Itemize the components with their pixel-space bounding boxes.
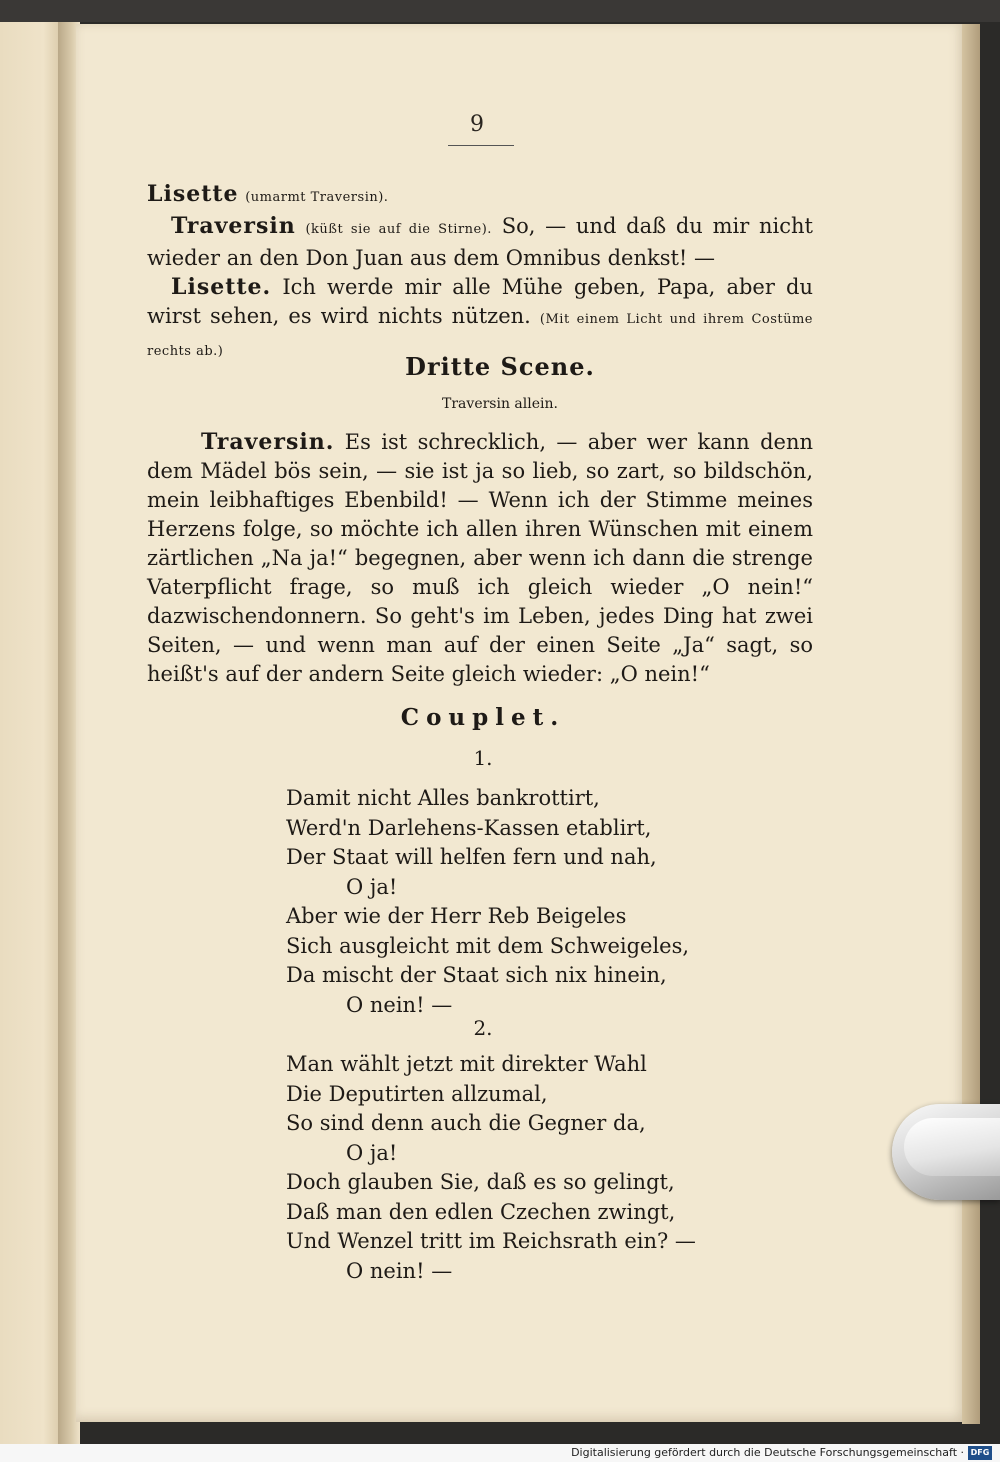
monologue-text: Es ist schrecklich, — aber wer kann denn dem Mädel bös sein, — sie ist ja so lieb, so zart, so bildschön, mein leibhaftiges Ebenbild! — Wenn ich der Stimme meines Herzens folge, so möchte ich allen ihren Wünschen mit einem zärtlichen „Na ja!“ begegnen, aber wenn ich dann die strenge Vaterpflicht frage, so muß ich gleich wieder „O nein!“ dazwischendonnern. So geht's im Leben, jedes Ding hat zwei Seiten, — und wenn man auf der einen Seite „Ja“ sagt, so heißt's auf der andern Seite gleich wieder: „O nein!“	[147, 430, 813, 686]
verse-number: 1.	[473, 746, 493, 770]
facing-page-edge	[0, 22, 62, 1444]
verse-line: So sind denn auch die Gegner da,	[286, 1111, 646, 1135]
verse-line: O ja!	[346, 1140, 398, 1165]
speaker-name: Traversin.	[201, 429, 335, 455]
verse-line: Damit nicht Alles bankrottirt,	[286, 786, 600, 810]
verse-line: Da mischt der Staat sich nix hinein,	[286, 963, 667, 987]
verse-line: Und Wenzel tritt im Reichsrath ein? —	[286, 1229, 696, 1253]
verse-line: O nein! —	[346, 992, 453, 1017]
verse-1	[286, 784, 746, 1020]
speaker-name: Lisette	[147, 181, 239, 207]
dialogue-text: Ich werde mir alle Mühe geben, Papa, aber du wirst sehen, es wird nichts nützen.	[147, 275, 813, 328]
verse-line: Sich ausgleicht mit dem Schweigeles,	[286, 933, 690, 958]
verse-number: 2.	[473, 1016, 493, 1040]
scene-cast: Traversin allein.	[442, 396, 558, 412]
footer-credit: Digitalisierung gefördert durch die Deutsche Forschungsgemeinschaft ·	[571, 1446, 964, 1459]
page-number-rule	[448, 145, 514, 146]
verse-line: Doch glauben Sie, daß es so gelingt,	[286, 1170, 675, 1194]
monologue-block	[147, 428, 813, 689]
verse-line: Der Staat will helfen fern und nah,	[286, 845, 657, 869]
verse-line: Man wählt jetzt mit direkter Wahl	[286, 1052, 647, 1076]
dfg-logo: DFG	[968, 1446, 992, 1460]
stage-direction: (küßt sie auf die Stirne).	[305, 222, 492, 237]
dialogue-line-lisette	[147, 180, 813, 212]
verse-line: O ja!	[346, 874, 398, 899]
dialogue-block	[147, 180, 813, 366]
verse-line: Die Deputirten allzumal,	[286, 1081, 548, 1106]
verse-line: Daß man den edlen Czechen zwingt,	[286, 1199, 676, 1224]
stage-direction: (umarmt Traversin).	[245, 190, 389, 205]
couplet-title: Couplet.	[400, 704, 566, 731]
verse-line: O nein! —	[346, 1258, 453, 1283]
scene-title: Dritte Scene.	[405, 352, 595, 381]
speaker-name: Lisette.	[171, 274, 272, 300]
verse-2	[286, 1050, 746, 1286]
speaker-name: Traversin	[171, 213, 296, 239]
page-clip-highlight	[904, 1118, 1000, 1176]
stage-direction: (Mit einem Licht und ihrem Costüme rechts ab.)	[147, 312, 813, 359]
verse-line: Werd'n Darlehens-Kassen etablirt,	[286, 815, 652, 840]
dialogue-text: So, — und daß du mir nicht wieder an den Don Juan aus dem Omnibus denkst! —	[147, 214, 813, 270]
page-number: 9	[470, 112, 484, 137]
scan-top-edge	[0, 0, 1000, 22]
verse-line: Aber wie der Herr Reb Beigeles	[286, 904, 627, 928]
dialogue-line-traversin	[147, 212, 813, 273]
